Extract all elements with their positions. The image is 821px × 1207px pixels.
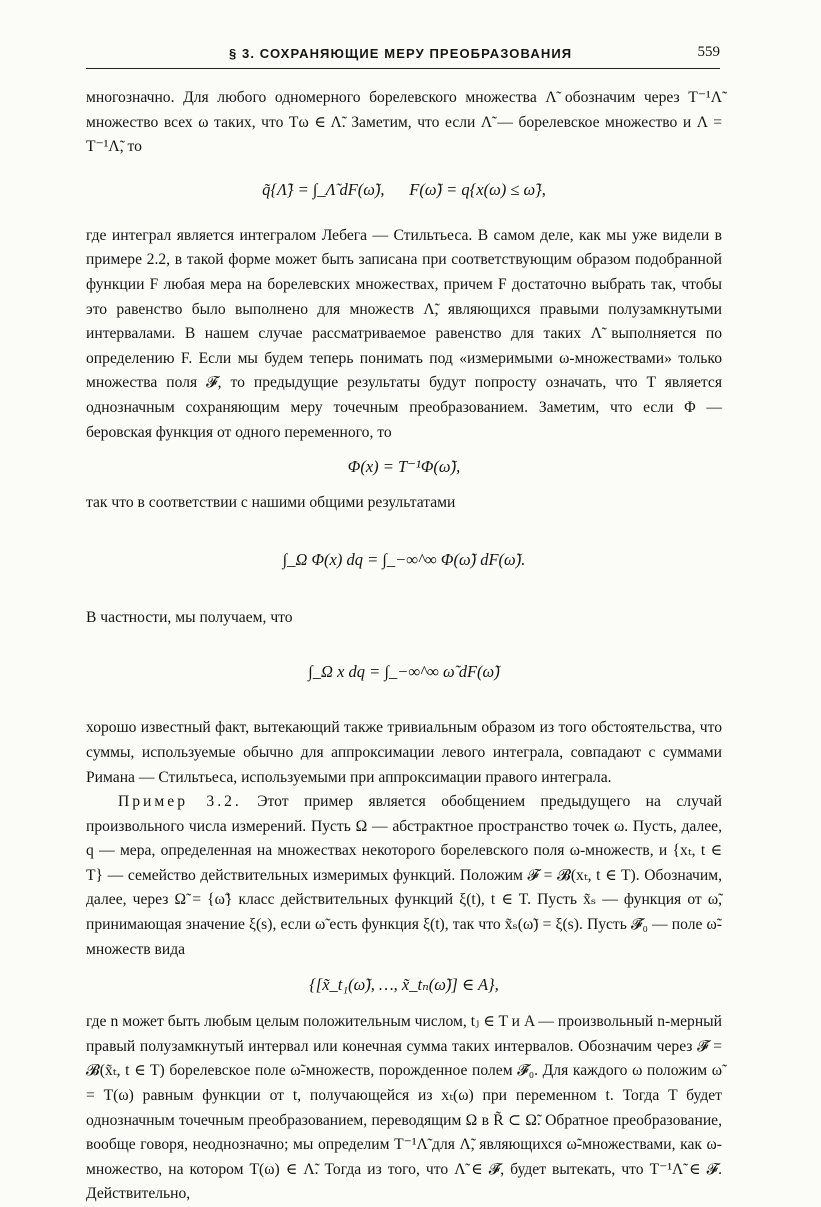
paragraph-7: где n может быть любым целым положительным числом, tⱼ ∈ T и A — произвольный n-мерный правый полузамкнутый интервал или конечная сумма таких интервалов. Обозначим через 𝓕̃ = 𝓑(x̃ₜ, t ∈ T) борелевское поле ω̃-множеств, порожденное полем 𝓕̃₀. Для каждого ω положим ω̃ = T(ω) равным функции от t, получающейся из xₜ(ω) при переменном t. Тогда T будет однозначным точечным преобразованием, переводящим Ω в R̃ ⊂ Ω̃. Обратное преобразование, вообще говоря, неоднозначно; мы определим T⁻¹Λ̃ для Λ̃, являющихся ω̃-множествами, как ω-множество, на котором T(ω) ∈ Λ̃. Тогда из того, что Λ̃ ∈ 𝓕̃, будет вытекать, что T⁻¹Λ̃ ∈ 𝓕. Действительно, bbox=[86, 1013, 722, 1203]
formula-integral-phi: ∫_Ω Φ(x) dq = ∫_−∞^∞ Φ(ω̃) dF(ω̃). bbox=[282, 549, 526, 569]
text-body bbox=[86, 86, 722, 1207]
section-title: § 3. СОХРАНЯЮЩИЕ МЕРУ ПРЕОБРАЗОВАНИЯ bbox=[229, 46, 573, 61]
example-label: Пример 3.2. bbox=[118, 793, 242, 811]
paragraph-6 bbox=[86, 790, 722, 962]
formula-baire-function: Φ(x) = T⁻¹Φ(ω̃), bbox=[347, 457, 461, 477]
formula-measure: q̃{Λ̃} = ∫_Λ̃ dF(ω̃), F(ω̃) = q{x(ω) ≤ ω̃}, bbox=[262, 179, 546, 199]
paragraph-4: В частности, мы получаем, что bbox=[86, 608, 293, 626]
paragraph-3: так что в соответствии с нашими общими результатами bbox=[86, 494, 456, 512]
paragraph-5: хорошо известный факт, вытекающий также тривиальным образом из того обстоятельства, что суммы, используемые обычно для аппроксимации левого интеграла, совпадают с суммами Римана — Стильтьеса, используемыми при аппроксимации правого интеграла. bbox=[86, 719, 722, 786]
formula-set-form: {[x̃_t₁(ω̃), …, x̃_tₙ(ω̃)] ∈ A}, bbox=[309, 975, 499, 995]
paragraph-1: многозначно. Для любого одномерного борелевского множества Λ̃ обозначим через T⁻¹Λ̃ множество всех ω таких, что Tω ∈ Λ̃. Заметим, что если Λ̃ — борелевское множество и Λ = T⁻¹Λ̃, то bbox=[86, 89, 722, 156]
paragraph-6-text: Этот пример является обобщением предыдущего на случай произвольного числа измерений. Пусть Ω — абстрактное пространство точек ω. Пусть, далее, q — мера, определенная на множествах некоторого борелевского поля ω-множеств, и {xₜ, t ∈ T} — семейство действительных измеримых функций. Положим 𝓕 = 𝓑(xₜ, t ∈ T). Обозначим, далее, через Ω̃ = {ω̃} класс действительных функций ξ(t), t ∈ T. Пусть x̃ₛ — функция от ω̃, принимающая значение ξ(s), если ω̃ есть функция ξ(t), так что x̃ₛ(ω̃) = ξ(s). Пусть 𝓕̃₀ — поле ω̃-множеств вида bbox=[86, 793, 722, 958]
paragraph-2: где интеграл является интегралом Лебега — Стильтьеса. В самом деле, как мы уже видели в примере 2.2, в такой форме может быть записана при соответствующим образом подобранной функции F любая мера на борелевских множествах, причем F достаточно выбрать так, чтобы это равенство было выполнено для множеств Λ̃, являющихся правыми полузамкнутыми интервалами. В нашем случае рассматриваемое равенство для таких Λ̃ выполняется по определению F. Если мы будем теперь понимать под «измеримыми ω-множествами» только множества поля 𝓕, то предыдущие результаты будут попросту означать, что T является однозначным сохраняющим меру точечным преобразованием. Заметим, что если Φ — беровская функция от одного переменного, то bbox=[86, 226, 722, 441]
page-number: 559 bbox=[697, 44, 720, 60]
formula-integral-x: ∫_Ω x dq = ∫_−∞^∞ ω̃ dF(ω̃) bbox=[308, 662, 500, 682]
running-header bbox=[86, 44, 720, 69]
